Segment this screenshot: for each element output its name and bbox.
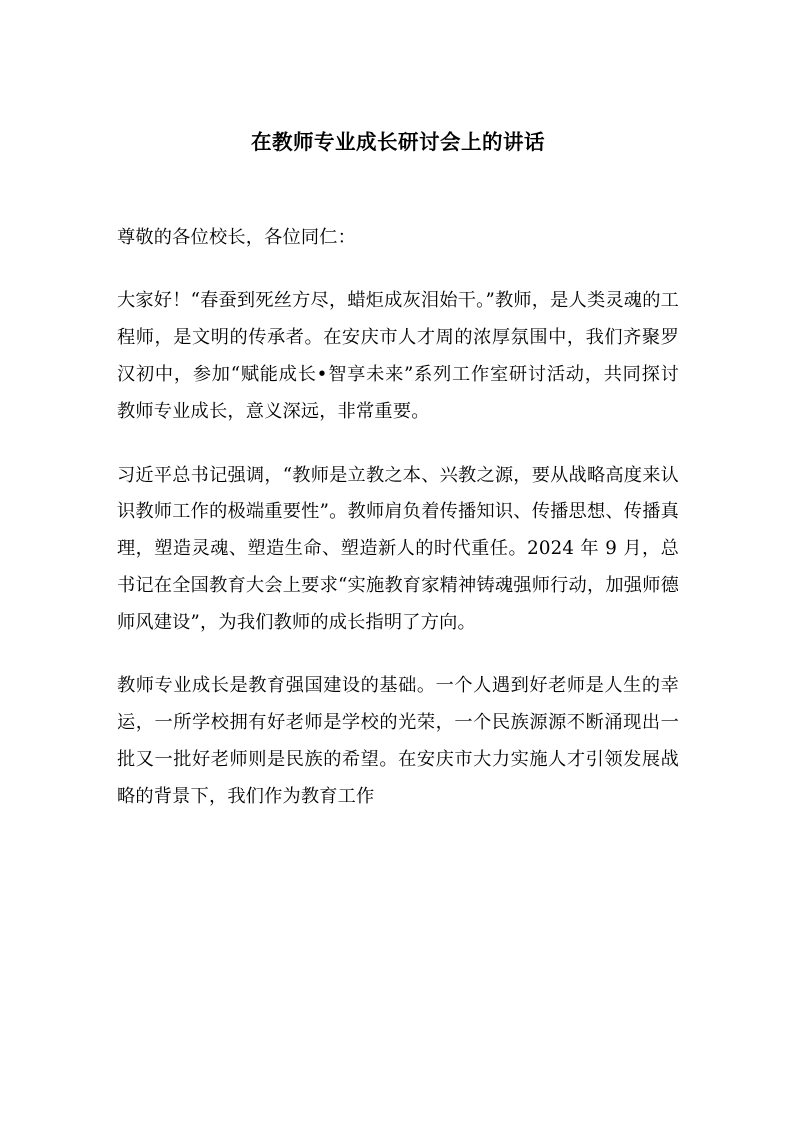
document-body bbox=[117, 0, 679, 815]
paragraph-teacher-growth: 教师专业成长是教育强国建设的基础。一个人遇到好老师是人生的幸运，一所学校拥有好老师是学校的光荣，一个民族源源不断涌现出一批又一批好老师则是民族的希望。在安庆市大力实施人才引领发展战略的背景下，我们作为教育工作 bbox=[117, 675, 679, 807]
paragraph-salutation: 尊敬的各位校长，各位同仁： bbox=[117, 226, 357, 248]
paragraph-opening: 大家好！“春蚕到死丝方尽，蜡炬成灰泪始干。”教师，是人类灵魂的工程师，是文明的传承者。在安庆市人才周的浓厚氛围中，我们齐聚罗汉初中，参加“赋能成长•智享未来”系列工作室研讨活动，共同探讨教师专业成长，意义深远，非常重要。 bbox=[117, 290, 679, 422]
paragraph-policy-quote: 习近平总书记强调，“教师是立教之本、兴教之源，要从战略高度来认识教师工作的极端重要性”。教师肩负着传播知识、传播思想、传播真理，塑造灵魂、塑造生命、塑造新人的时代重任。2024 年 9 月，总书记在全国教育大会上要求“实施教育家精神铸魂强师行动，加强师德师风建设”，为我们教师的成长指明了方向。 bbox=[117, 464, 679, 633]
page-title: 在教师专业成长研讨会上的讲话 bbox=[251, 130, 545, 154]
